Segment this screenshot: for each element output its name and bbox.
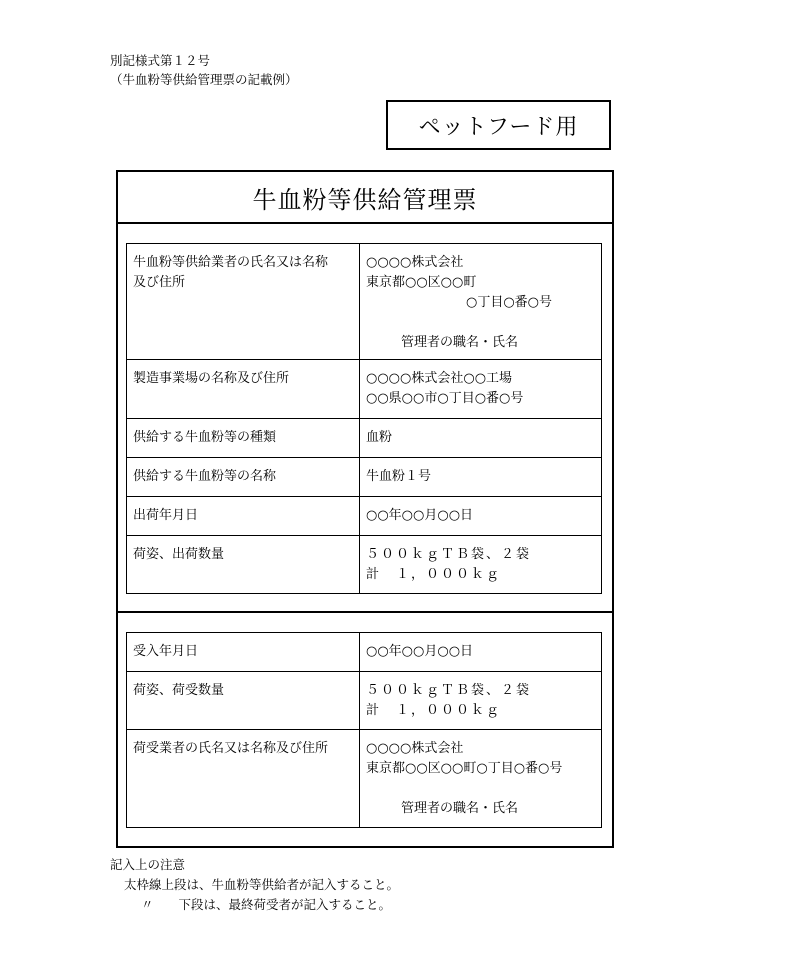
table-row [127,497,602,536]
note-line: 〃 下段は、最終荷受者が記入すること。 [141,897,392,912]
table-row [127,458,602,497]
row-label: 供給する牛血粉等の名称 [127,458,360,497]
pet-food-badge: ペットフード用 [386,100,611,150]
form-number: 別記様式第１２号 [110,53,211,68]
row-value: ５００ｋｇＴＢ袋、２袋 計 １，０００ｋｇ [360,672,602,730]
row-value: ○○年○○月○○日 [360,633,602,672]
table-row [127,730,602,828]
receiver-section-table [126,632,602,828]
row-value: 血粉 [360,419,602,458]
notes-title: 記入上の注意 [110,857,186,872]
row-value: ○○○○株式会社 東京都○○区○○町 ○丁目○番○号 管理者の職名・氏名 [360,244,602,360]
row-label: 製造事業場の名称及び住所 [127,360,360,419]
row-value: 牛血粉１号 [360,458,602,497]
table-row [127,360,602,419]
row-label: 供給する牛血粉等の種類 [127,419,360,458]
row-value: ５００ｋｇＴＢ袋、２袋 計 １，０００ｋｇ [360,536,602,594]
row-value: ○○○○株式会社○○工場 ○○県○○市○丁目○番○号 [360,360,602,419]
table-row [127,419,602,458]
table-row [127,536,602,594]
row-label: 荷姿、荷受数量 [127,672,360,730]
row-label: 荷受業者の氏名又は名称及び住所 [127,730,360,828]
table-row [127,633,602,672]
slip-title: 牛血粉等供給管理票 [118,172,612,224]
row-label: 荷姿、出荷数量 [127,536,360,594]
table-row [127,672,602,730]
table-row [127,244,602,360]
management-slip-frame [116,170,614,848]
row-label: 受入年月日 [127,633,360,672]
form-subtitle: （牛血粉等供給管理票の記載例） [110,72,298,87]
supplier-section-table [126,243,602,594]
row-value: ○○○○株式会社 東京都○○区○○町○丁目○番○号 管理者の職名・氏名 [360,730,602,828]
row-label: 牛血粉等供給業者の氏名又は名称 及び住所 [127,244,360,360]
row-value: ○○年○○月○○日 [360,497,602,536]
section-divider [118,611,612,613]
row-label: 出荷年月日 [127,497,360,536]
note-line: 太枠線上段は、牛血粉等供給者が記入すること。 [124,877,400,892]
